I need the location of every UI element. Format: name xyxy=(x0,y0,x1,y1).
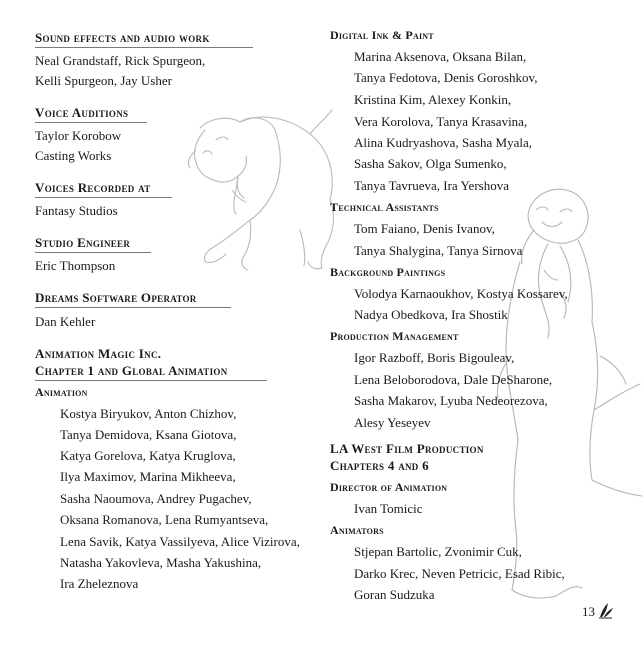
credit-line: Kelli Spurgeon, Jay Usher xyxy=(35,73,172,88)
leaf-icon xyxy=(598,601,614,619)
section-heading-voice-auditions: Voice Auditions xyxy=(35,105,129,120)
heading-rule xyxy=(35,197,172,198)
credit-line: Oksana Romanova, Lena Rumyantseva, xyxy=(60,512,269,527)
section-heading-la-west: LA West Film Production xyxy=(330,441,484,456)
credit-line: Ivan Tomicic xyxy=(354,501,423,516)
subheading-background: Background Paintings xyxy=(330,265,446,279)
credit-line: Katya Gorelova, Katya Kruglova, xyxy=(60,448,236,463)
section-heading-chapters-4-6: Chapters 4 and 6 xyxy=(330,458,429,473)
credit-line: Casting Works xyxy=(35,148,112,163)
heading-rule xyxy=(35,122,147,123)
credit-line: Stjepan Bartolic, Zvonimir Cuk, xyxy=(354,544,522,559)
heading-rule xyxy=(35,307,231,308)
section-heading-dreams: Dreams Software Operator xyxy=(35,290,197,305)
page-number: 13 xyxy=(582,604,595,619)
credit-line: Sasha Sakov, Olga Sumenko, xyxy=(354,156,507,171)
credit-line: Sasha Makarov, Lyuba Nedeorezova, xyxy=(354,393,548,408)
heading-rule xyxy=(35,380,267,381)
dog-sketch xyxy=(188,110,333,270)
credit-line: Neal Grandstaff, Rick Spurgeon, xyxy=(35,53,206,68)
subheading-technical: Technical Assistants xyxy=(330,200,439,214)
subheading-digital-ink: Digital Ink & Paint xyxy=(330,28,434,42)
credit-line: Alina Kudryashova, Sasha Myala, xyxy=(354,135,532,150)
section-heading-animation-magic: Animation Magic Inc. xyxy=(35,346,162,361)
credit-line: Volodya Karnaoukhov, Kostya Kossarev, xyxy=(354,286,568,301)
credit-line: Darko Krec, Neven Petricic, Esad Ribic, xyxy=(354,566,565,581)
section-heading-sound: Sound effects and audio work xyxy=(35,30,210,45)
credit-line: Tanya Shalygina, Tanya Sirnova xyxy=(354,243,523,258)
credit-line: Ilya Maximov, Marina Mikheeva, xyxy=(60,469,236,484)
subheading-animators: Animators xyxy=(330,523,384,537)
credit-line: Marina Aksenova, Oksana Bilan, xyxy=(354,49,527,64)
credit-line: Natasha Yakovleva, Masha Yakushina, xyxy=(60,555,262,570)
credit-line: Tanya Tavrueva, Ira Yershova xyxy=(354,178,509,193)
credit-line: Kristina Kim, Alexey Konkin, xyxy=(354,92,512,107)
credit-line: Fantasy Studios xyxy=(35,203,118,218)
credit-line: Tanya Fedotova, Denis Goroshkov, xyxy=(354,70,538,85)
section-heading-studio-engineer: Studio Engineer xyxy=(35,235,131,250)
credit-line: Ira Zheleznova xyxy=(60,576,139,591)
credit-line: Taylor Korobow xyxy=(35,128,122,143)
credit-line: Goran Sudzuka xyxy=(354,587,435,602)
credit-line: Lena Savik, Katya Vassilyeva, Alice Vizirova, xyxy=(60,534,300,549)
credit-line: Alesy Yeseyev xyxy=(354,415,431,430)
credit-line: Lena Beloborodova, Dale DeSharone, xyxy=(354,372,553,387)
subheading-director: Director of Animation xyxy=(330,480,448,494)
credit-line: Kostya Biryukov, Anton Chizhov, xyxy=(60,406,237,421)
subheading-animation: Animation xyxy=(35,385,88,399)
subheading-production: Production Management xyxy=(330,329,459,343)
credit-line: Nadya Obedkova, Ira Shostik xyxy=(354,307,508,322)
heading-rule xyxy=(35,47,253,48)
credit-line: Igor Razboff, Boris Bigouleav, xyxy=(354,350,515,365)
credit-line: Tom Faiano, Denis Ivanov, xyxy=(354,221,495,236)
credit-line: Vera Korolova, Tanya Krasavina, xyxy=(354,114,528,129)
credit-line: Tanya Demidova, Ksana Giotova, xyxy=(60,427,237,442)
credit-line: Sasha Naoumova, Andrey Pugachev, xyxy=(60,491,252,506)
heading-rule xyxy=(35,252,151,253)
credit-line: Dan Kehler xyxy=(35,314,96,329)
section-heading-chapter-1: Chapter 1 and Global Animation xyxy=(35,363,228,378)
section-heading-voices-recorded: Voices Recorded at xyxy=(35,180,151,195)
credit-line: Eric Thompson xyxy=(35,258,116,273)
